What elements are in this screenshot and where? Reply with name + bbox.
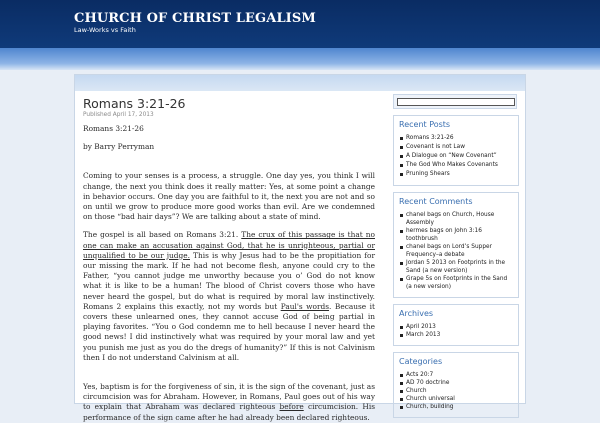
recent-post-item[interactable]: A Dialogue on “New Covenant” [399,152,513,160]
paragraph-text: The gospel is all based on Romans 3:21. [83,230,242,240]
recent-comment-item[interactable]: chanel bags on Lord’s Supper Frequency–a debate [399,243,513,259]
post-content [83,95,375,422]
nav-strip [0,48,600,70]
recent-post-item[interactable]: Covenant is not Law [399,143,513,151]
recent-comment-item[interactable]: chanel bags on Church, House Assembly [399,211,513,227]
widget-title: Archives [399,309,434,318]
recent-post-item[interactable]: The God Who Makes Covenants [399,161,513,169]
post-heading: Romans 3:21-26 [83,124,144,133]
archive-item[interactable]: April 2013 [399,323,513,331]
search-input[interactable] [397,98,515,106]
widget-title: Recent Comments [399,197,473,206]
paragraph-text: . Because it covers these unlearned ones, they cannot accuse God of being partial in playing favorites. “You o God condemn me to hell because I never heard the good news! I did instinctively what was required by your moral law and yet you punish me just as you do the dregs of humanity?” If this is not Calvinism then I do not understand Calvinism at all. [83,301,375,362]
post-author: by Barry Perryman [83,142,155,152]
page-container [74,74,526,422]
recent-comment-item[interactable]: Grape 5s on Footprints in the Sand (a new version) [399,275,513,291]
category-item[interactable]: Church [399,387,513,395]
site-header [0,0,600,48]
recent-comment-item[interactable]: hermes bags on John 3:16 toothbrush [399,227,513,243]
category-item[interactable]: Church, building [399,403,513,411]
crux-link[interactable]: The crux of this passage is that no one can make an accusation against God, that he is unrighteous, partial or unqualified to be our judge. [83,230,375,260]
page-top-bar [75,75,525,91]
site-description: Law-Works vs Faith [74,26,136,34]
paragraph-text: circumcision. His performance of the sign came after he had already been declared righteous. [83,402,375,422]
category-item[interactable]: Church universal [399,395,513,403]
post-title[interactable]: Romans 3:21-26 [83,96,186,111]
paragraph-text: This is why Jesus had to be the propitiation for our missing the mark. If he had not become flesh, anyone could cry to the Father, “you cannot judge me unworthy because you o’ God do not know what it is like to be a human! The blood of Christ covers those who have never heard the gospel, but do what is required by moral law instinctively. Romans 2 explains this exactly, not my words but [83,250,375,311]
recent-post-item[interactable]: Romans 3:21-26 [399,134,513,142]
category-item[interactable]: AD 70 doctrine [399,379,513,387]
archives-widget [393,304,519,346]
widget-title: Categories [399,357,443,366]
recent-post-item[interactable]: Pruning Shears [399,170,513,178]
sidebar [393,91,519,410]
categories-widget [393,352,519,418]
post-date: Published April 17, 2013 [83,112,154,118]
before-link[interactable]: before [279,402,304,412]
post-paragraph-1: Coming to your senses is a process, a struggle. One day yes, you think I will change, the next you think does it really matter: Yes, at some point a change in behavior occurs. One day you are faithful to it, the next you are not and so on until we grow to produce more good works than evil. Are we condemned on those “bad hair days”? We are talking about a state of mind. [83,171,375,222]
widget-title: Recent Posts [399,120,451,129]
post-paragraph-3 [83,382,375,423]
paragraph-text: Yes, baptism is for the forgiveness of sin, it is the sign of the covenant, just as circumcision was for Abraham. However, in Romans, Paul goes out of his way to explain that Abraham was declared righteous [83,382,375,412]
archive-item[interactable]: March 2013 [399,331,513,339]
site-title[interactable]: CHURCH OF CHRIST LEGALISM [74,11,316,26]
search-widget [393,94,517,109]
category-item[interactable]: Acts 20:7 [399,371,513,379]
recent-posts-widget [393,115,519,186]
post-paragraph-2 [83,230,375,363]
recent-comment-item[interactable]: Jordan 5 2013 on Footprints in the Sand (a new version) [399,259,513,275]
recent-comments-widget [393,192,519,298]
pauls-words-link[interactable]: Paul's words [280,301,330,311]
